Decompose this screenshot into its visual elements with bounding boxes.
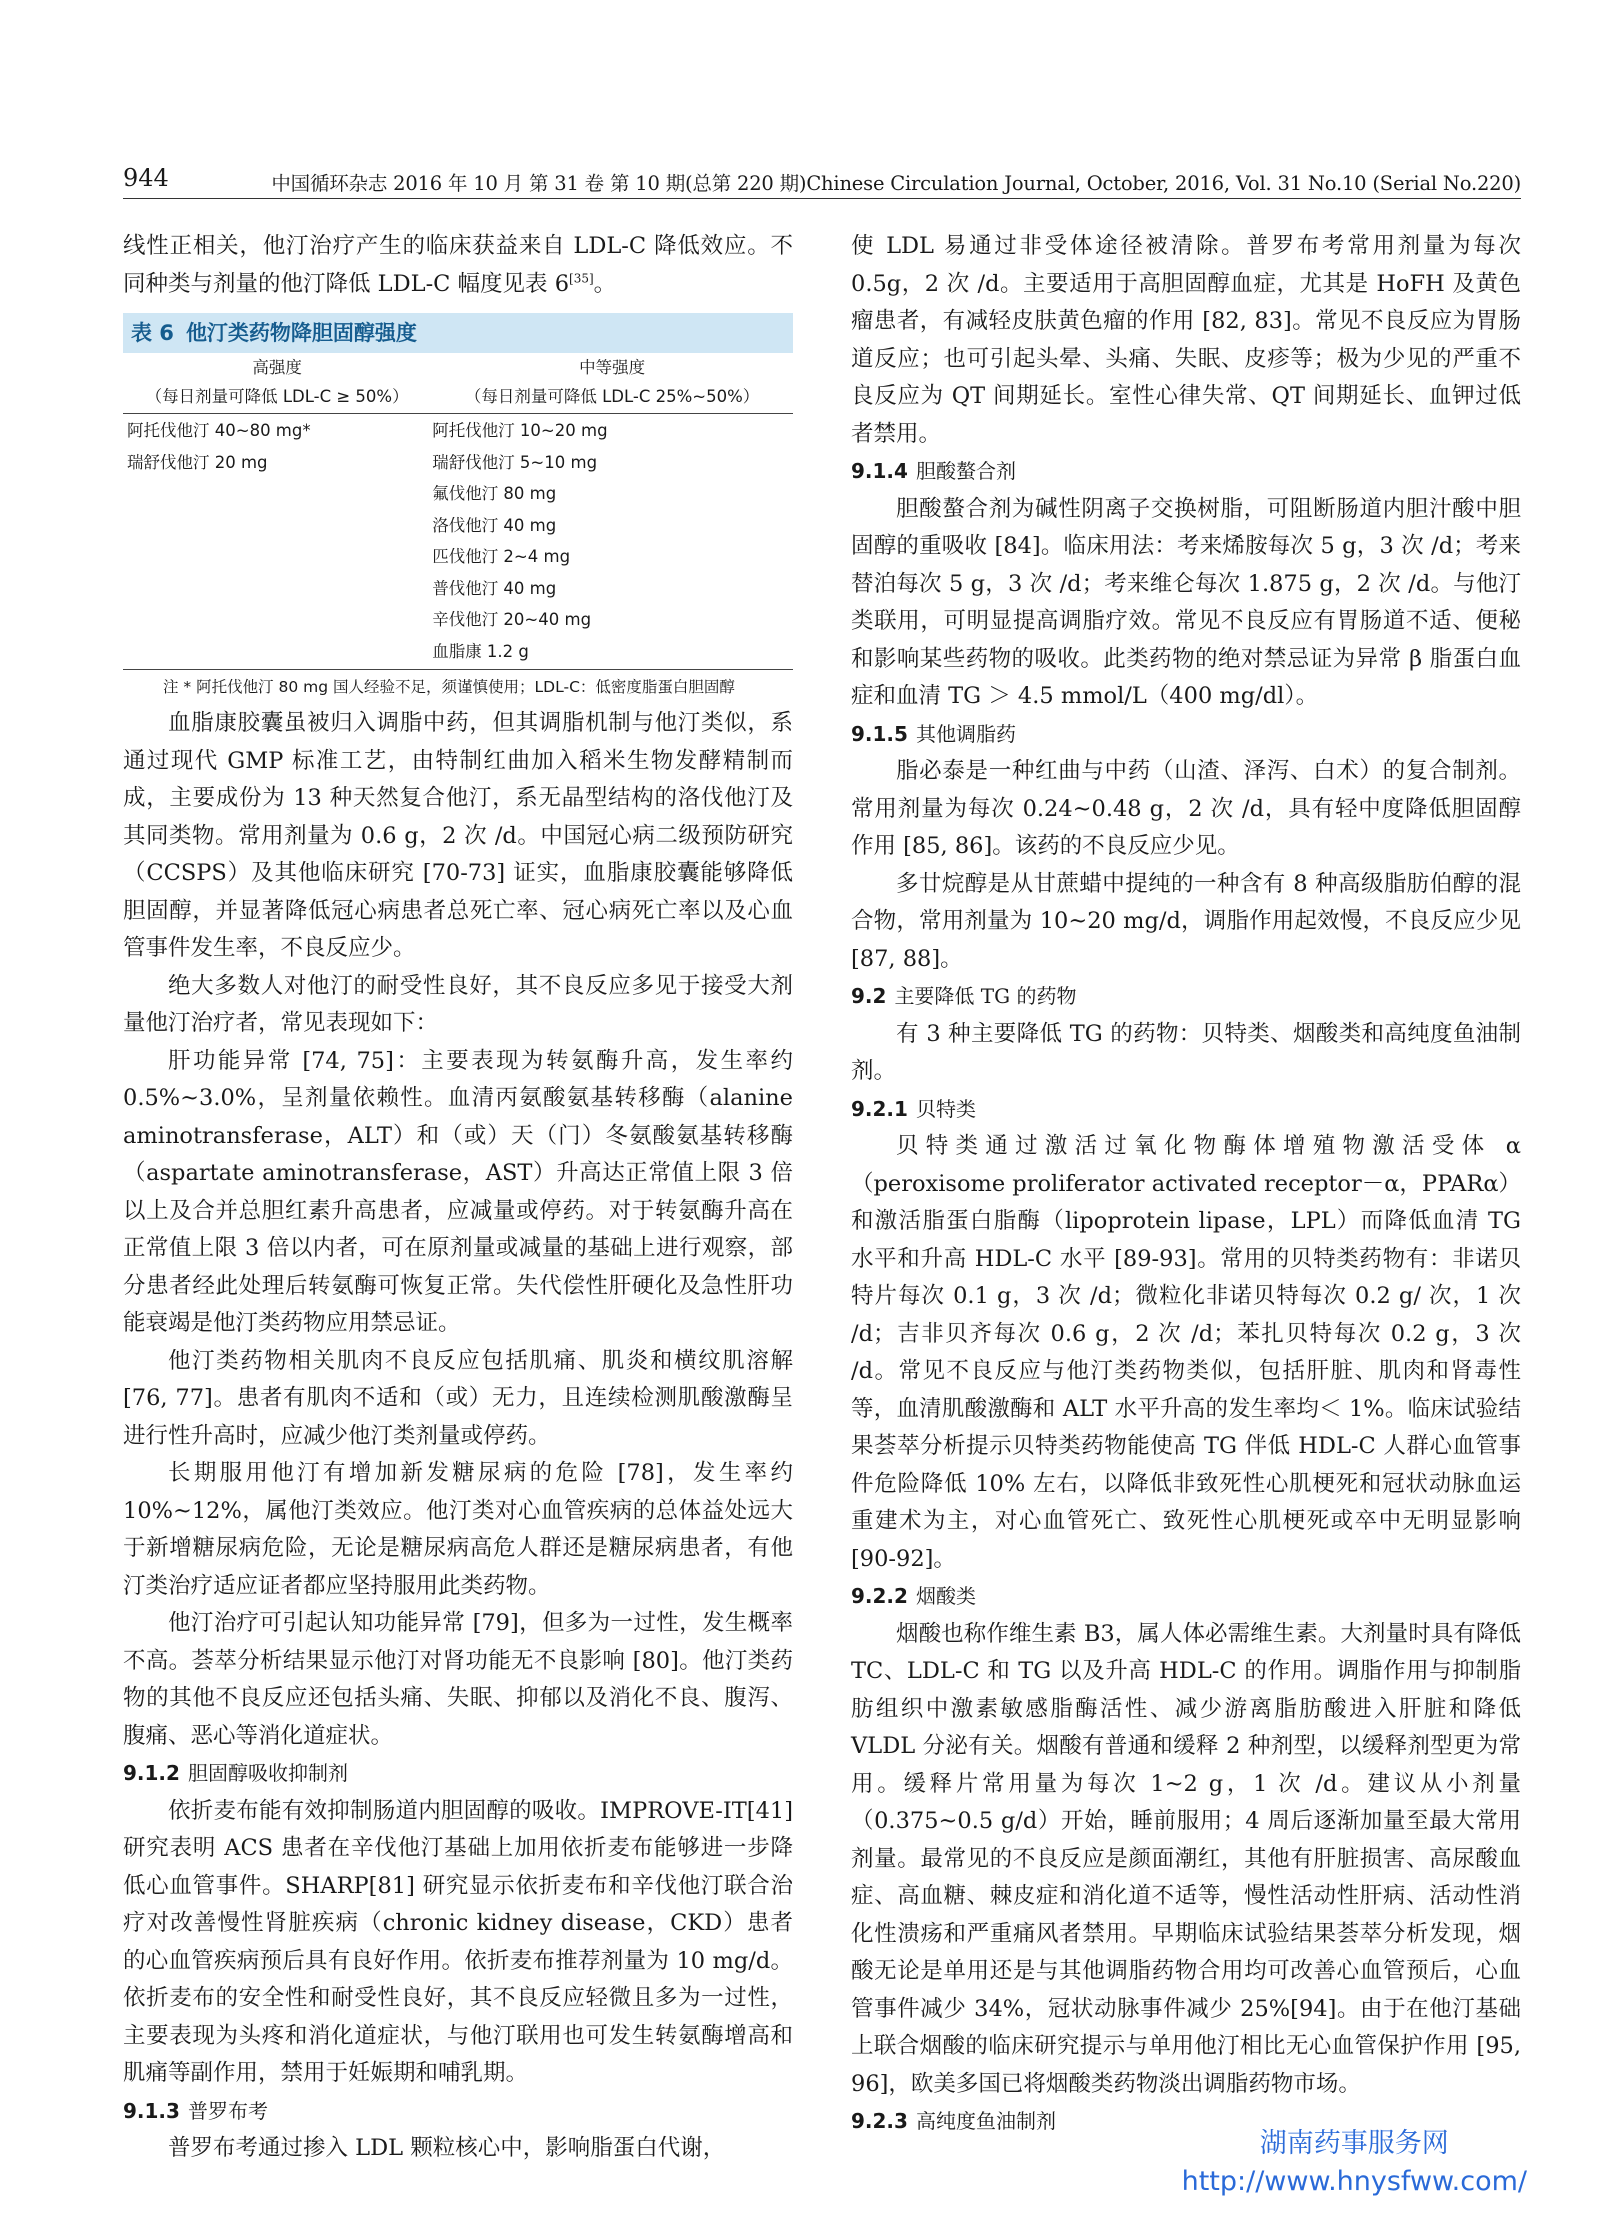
paragraph-xuezhikang: 血脂康胶囊虽被归入调脂中药，但其调脂机制与他汀类似，系通过现代 GMP 标准工艺，由特制红曲加入稻米生物发酵精制而成，主要成份为 13 种天然复合他汀，系无晶型结构的洛伐他汀及其同类物。常用剂量为 0.6 g，2 次 /d。中国冠心病二级预防研究（CCSPS）及其他临床研究 [70-73] 证实，血脂康胶囊能够降低胆固醇，并显著降低冠心病患者总死亡率、冠心病死亡率以及心血管事件发生率，不良反应少。 xyxy=(123,710,793,961)
paragraph-zhibitai: 脂必泰是一种红曲与中药（山渣、泽泻、白术）的复合制剂。常用剂量为每次 0.24~0.48 g，2 次 /d，具有轻中度降低胆固醇作用 [85, 86]。该药的不良反应少见。 xyxy=(851,758,1521,859)
table-label: 表 6 xyxy=(131,321,174,345)
table-row: 辛伐他汀 20~40 mg xyxy=(432,610,592,629)
paragraph-liver: 肝功能异常 [74, 75]：主要表现为转氨酶升高，发生率约 0.5%~3.0%，呈剂量依赖性。血清丙氨酸氨基转移酶（alanine aminotransferase，ALT）和（或）天（门）冬氨酸氨基转移酶（aspartate aminotransferase，AST）升高达正常值上限 3 倍以上及合并总胆红素升高患者，应减量或停药。对于转氨酶升高在正常值上限 3 倍以内者，可在原剂量或减量的基础上进行观察，部分患者经此处理后转氨酶可恢复正常。失代偿性肝硬化及急性肝功能衰竭是他汀类药物应用禁忌证。 xyxy=(123,1047,793,1336)
section-heading-9-1-4: 9.1.4 胆酸螯合剂 xyxy=(851,459,1016,483)
watermark xyxy=(1182,2125,1527,2201)
table-row: 血脂康 1.2 g xyxy=(123,635,793,670)
col-head-high: 高强度 xyxy=(252,358,302,377)
paragraph-tg-drugs: 有 3 种主要降低 TG 的药物：贝特类、烟酸类和高纯度鱼油制剂。 xyxy=(851,1020,1521,1084)
paragraph-diabetes: 长期服用他汀有增加新发糖尿病的危险 [78]，发生率约 10%~12%，属他汀类效应。他汀类对心血管疾病的总体益处远大于新增糖尿病危险，无论是糖尿病高危人群还是糖尿病患者，有他汀类治疗适应证者都应坚持服用此类药物。 xyxy=(123,1460,793,1599)
col-sub-high: （每日剂量可降低 LDL-C ≥ 50%） xyxy=(123,382,431,414)
table-title: 他汀类药物降胆固醇强度 xyxy=(185,321,417,345)
table-row: 瑞舒伐他汀 20 mg 瑞舒伐他汀 5~10 mg xyxy=(127,452,598,472)
paragraph-tolerance: 绝大多数人对他汀的耐受性良好，其不良反应多见于接受大剂量他汀治疗者，常见表现如下： xyxy=(123,972,793,1036)
right-column xyxy=(851,228,1521,2141)
section-heading-9-1-2: 9.1.2 胆固醇吸收抑制剂 xyxy=(123,1761,348,1785)
paragraph-ezetimibe: 依折麦布能有效抑制肠道内胆固醇的吸收。IMPROVE-IT[41] 研究表明 ACS 患者在辛伐他汀基础上加用依折麦布能够进一步降低心血管事件。SHARP[81] 研究显示依折麦布和辛伐他汀联合治疗对改善慢性肾脏疾病（chronic kidney disease，CKD）患者的心血管疾病预后具有良好作用。依折麦布推荐剂量为 10 mg/d。依折麦布的安全性和耐受性良好，其不良反应轻微且多为一过性，主要表现为头疼和消化道症状，与他汀联用也可发生转氨酶增高和肌痛等副作用，禁用于妊娠期和哺乳期。 xyxy=(123,1797,793,2086)
section-heading-9-1-5: 9.1.5 其他调脂药 xyxy=(851,721,1016,746)
table-row: 普伐他汀 40 mg xyxy=(432,578,557,598)
section-heading-9-2-2: 9.2.2 烟酸类 xyxy=(851,1584,976,1608)
paragraph-probucol-cont: 使 LDL 易通过非受体途径被清除。普罗布考常用剂量为每次 0.5g，2 次 /d。主要适用于高胆固醇血症，尤其是 HoFH 及黄色瘤患者，有减轻皮肤黄色瘤的作用 [82, 83]。常见不良反应为胃肠道反应；也可引起头晕、头痛、失眠、皮疹等；极为少见的严重不良反应为 QT 间期延长。室性心律失常、QT 间期延长、血钾过低者禁用。 xyxy=(851,233,1521,447)
paragraph-muscle: 他汀类药物相关肌肉不良反应包括肌痛、肌炎和横纹肌溶解 [76, 77]。患者有肌肉不适和（或）无力，且连续检测肌酸激酶呈进行性升高时，应减少他汀类剂量或停药。 xyxy=(123,1347,793,1449)
table-row: 氟伐他汀 80 mg xyxy=(432,484,557,503)
intro-paragraph: 线性正相关，他汀治疗产生的临床获益来自 LDL-C 降低效应。不同种类与剂量的他汀降低 LDL-C 幅度见表 6[35]。 xyxy=(123,233,793,297)
paragraph-bile-acid: 胆酸螯合剂为碱性阴离子交换树脂，可阻断肠道内胆汁酸中胆固醇的重吸收 [84]。临床用法：考来烯胺每次 5 g，3 次 /d；考来替泊每次 5 g，3 次 /d；考来维仑每次 1.875 g，2 次 /d。与他汀类联用，可明显提高调脂疗效。常见不良反应有胃肠道不适、便秘和影响某些药物的吸收。此类药物的绝对禁忌证为异常 β 脂蛋白血症和血清 TG ＞ 4.5 mmol/L（400 mg/dl）。 xyxy=(851,495,1521,709)
running-header xyxy=(123,160,1521,199)
table-6 xyxy=(123,313,793,701)
section-heading-9-2-3: 9.2.3 高纯度鱼油制剂 xyxy=(851,2109,1056,2133)
watermark-url[interactable]: http://www.hnysfww.com/ xyxy=(1181,2166,1527,2197)
col-sub-moderate: （每日剂量可降低 LDL-C 25%~50%） xyxy=(431,382,793,414)
paragraph-niacin: 烟酸也称作维生素 B3，属人体必需维生素。大剂量时具有降低 TC、LDL-C 和 TG 以及升高 HDL-C 的作用。调脂作用与抑制脂肪组织中激素敏感脂酶活性、减少游离脂肪酸进入肝脏和降低 VLDL 分泌有关。烟酸有普通和缓释 2 种剂型，以缓释剂型更为常用。缓释片常用量为每次 1~2 g，1 次 /d。建议从小剂量（0.375~0.5 g/d）开始，睡前服用；4 周后逐渐加量至最大常用剂量。最常见的不良反应是颜面潮红，其他有肝脏损害、高尿酸血症、高血糖、棘皮症和消化道不适等，慢性活动性肝病、活动性消化性溃疡和严重痛风者禁用。早期临床试验结果荟萃分析发现，烟酸无论是单用还是与其他调脂药物合用均可改善心血管预后，心血管事件减少 34%，冠状动脉事件减少 25%[94]。由于在他汀基础上联合烟酸的临床研究提示与单用他汀相比无心血管保护作用 [95, 96]，欧美多国已将烟酸类药物淡出调脂药物市场。 xyxy=(851,1620,1521,2097)
paragraph-cognitive: 他汀治疗可引起认知功能异常 [79]，但多为一过性，发生概率不高。荟萃分析结果显示他汀对肾功能无不良影响 [80]。他汀类药物的其他不良反应还包括头痛、失眠、抑郁以及消化不良、腹泻、腹痛、恶心等消化道症状。 xyxy=(123,1610,793,1749)
paragraph-probucol: 普罗布考通过掺入 LDL 颗粒核心中，影响脂蛋白代谢， xyxy=(168,2135,726,2161)
table-footnote: 注 * 阿托伐他汀 80 mg 国人经验不足，须谨慎使用；LDL-C：低密度脂蛋白胆固醇 xyxy=(163,678,735,696)
table-row: 洛伐他汀 40 mg xyxy=(432,515,557,535)
col-head-moderate: 中等强度 xyxy=(579,358,646,377)
paragraph-policosanol: 多廿烷醇是从甘蔗蜡中提纯的一种含有 8 种高级脂肪伯醇的混合物，常用剂量为 10~20 mg/d，调脂作用起效慢，不良反应少见 [87, 88]。 xyxy=(851,870,1521,972)
table-title-bar xyxy=(123,313,793,353)
journal-citation: 中国循环杂志 2016 年 10 月 第 31 卷 第 10 期(总第 220 期)Chinese Circulation Journal, October, 2016, Vol. 31 No.10 (Serial No.220) xyxy=(271,172,1521,195)
section-heading-9-1-3: 9.1.3 普罗布考 xyxy=(123,2098,268,2123)
paragraph-fibrates: 贝特类通过激活过氧化物酶体增殖物激活受体 α（peroxisome proliferator activated receptor－α，PPARα）和激活脂蛋白脂酶（lipoprotein lipase，LPL）而降低血清 TG 水平和升高 HDL-C 水平 [89-93]。常用的贝特类药物有：非诺贝特片每次 0.1 g，3 次 /d；微粒化非诺贝特每次 0.2 g/ 次，1 次 /d；吉非贝齐每次 0.6 g，2 次 /d；苯扎贝特每次 0.2 g，3 次 /d。常见不良反应与他汀类药物类似，包括肝脏、肌肉和肾毒性等，血清肌酸激酶和 ALT 水平升高的发生率均＜ 1%。临床试验结果荟萃分析提示贝特类药物能使高 TG 伴低 HDL-C 人群心血管事件危险降低 10% 左右，以降低非致死性心肌梗死和冠状动脉血运重建术为主，对心血管死亡、致死性心肌梗死或卒中无明显影响 [90-92]。 xyxy=(851,1133,1522,1572)
section-heading-9-2: 9.2 主要降低 TG 的药物 xyxy=(851,984,1077,1008)
left-column xyxy=(123,228,793,2168)
watermark-site-name: 湖南药事服务网 xyxy=(1259,2128,1449,2159)
statin-intensity-table xyxy=(123,353,793,670)
table-row: 匹伐他汀 2~4 mg xyxy=(432,547,571,566)
section-heading-9-2-1: 9.2.1 贝特类 xyxy=(851,1096,976,1121)
table-row: 阿托伐他汀 40~80 mg* 阿托伐他汀 10~20 mg xyxy=(127,421,608,440)
page-number: 944 xyxy=(123,164,169,192)
